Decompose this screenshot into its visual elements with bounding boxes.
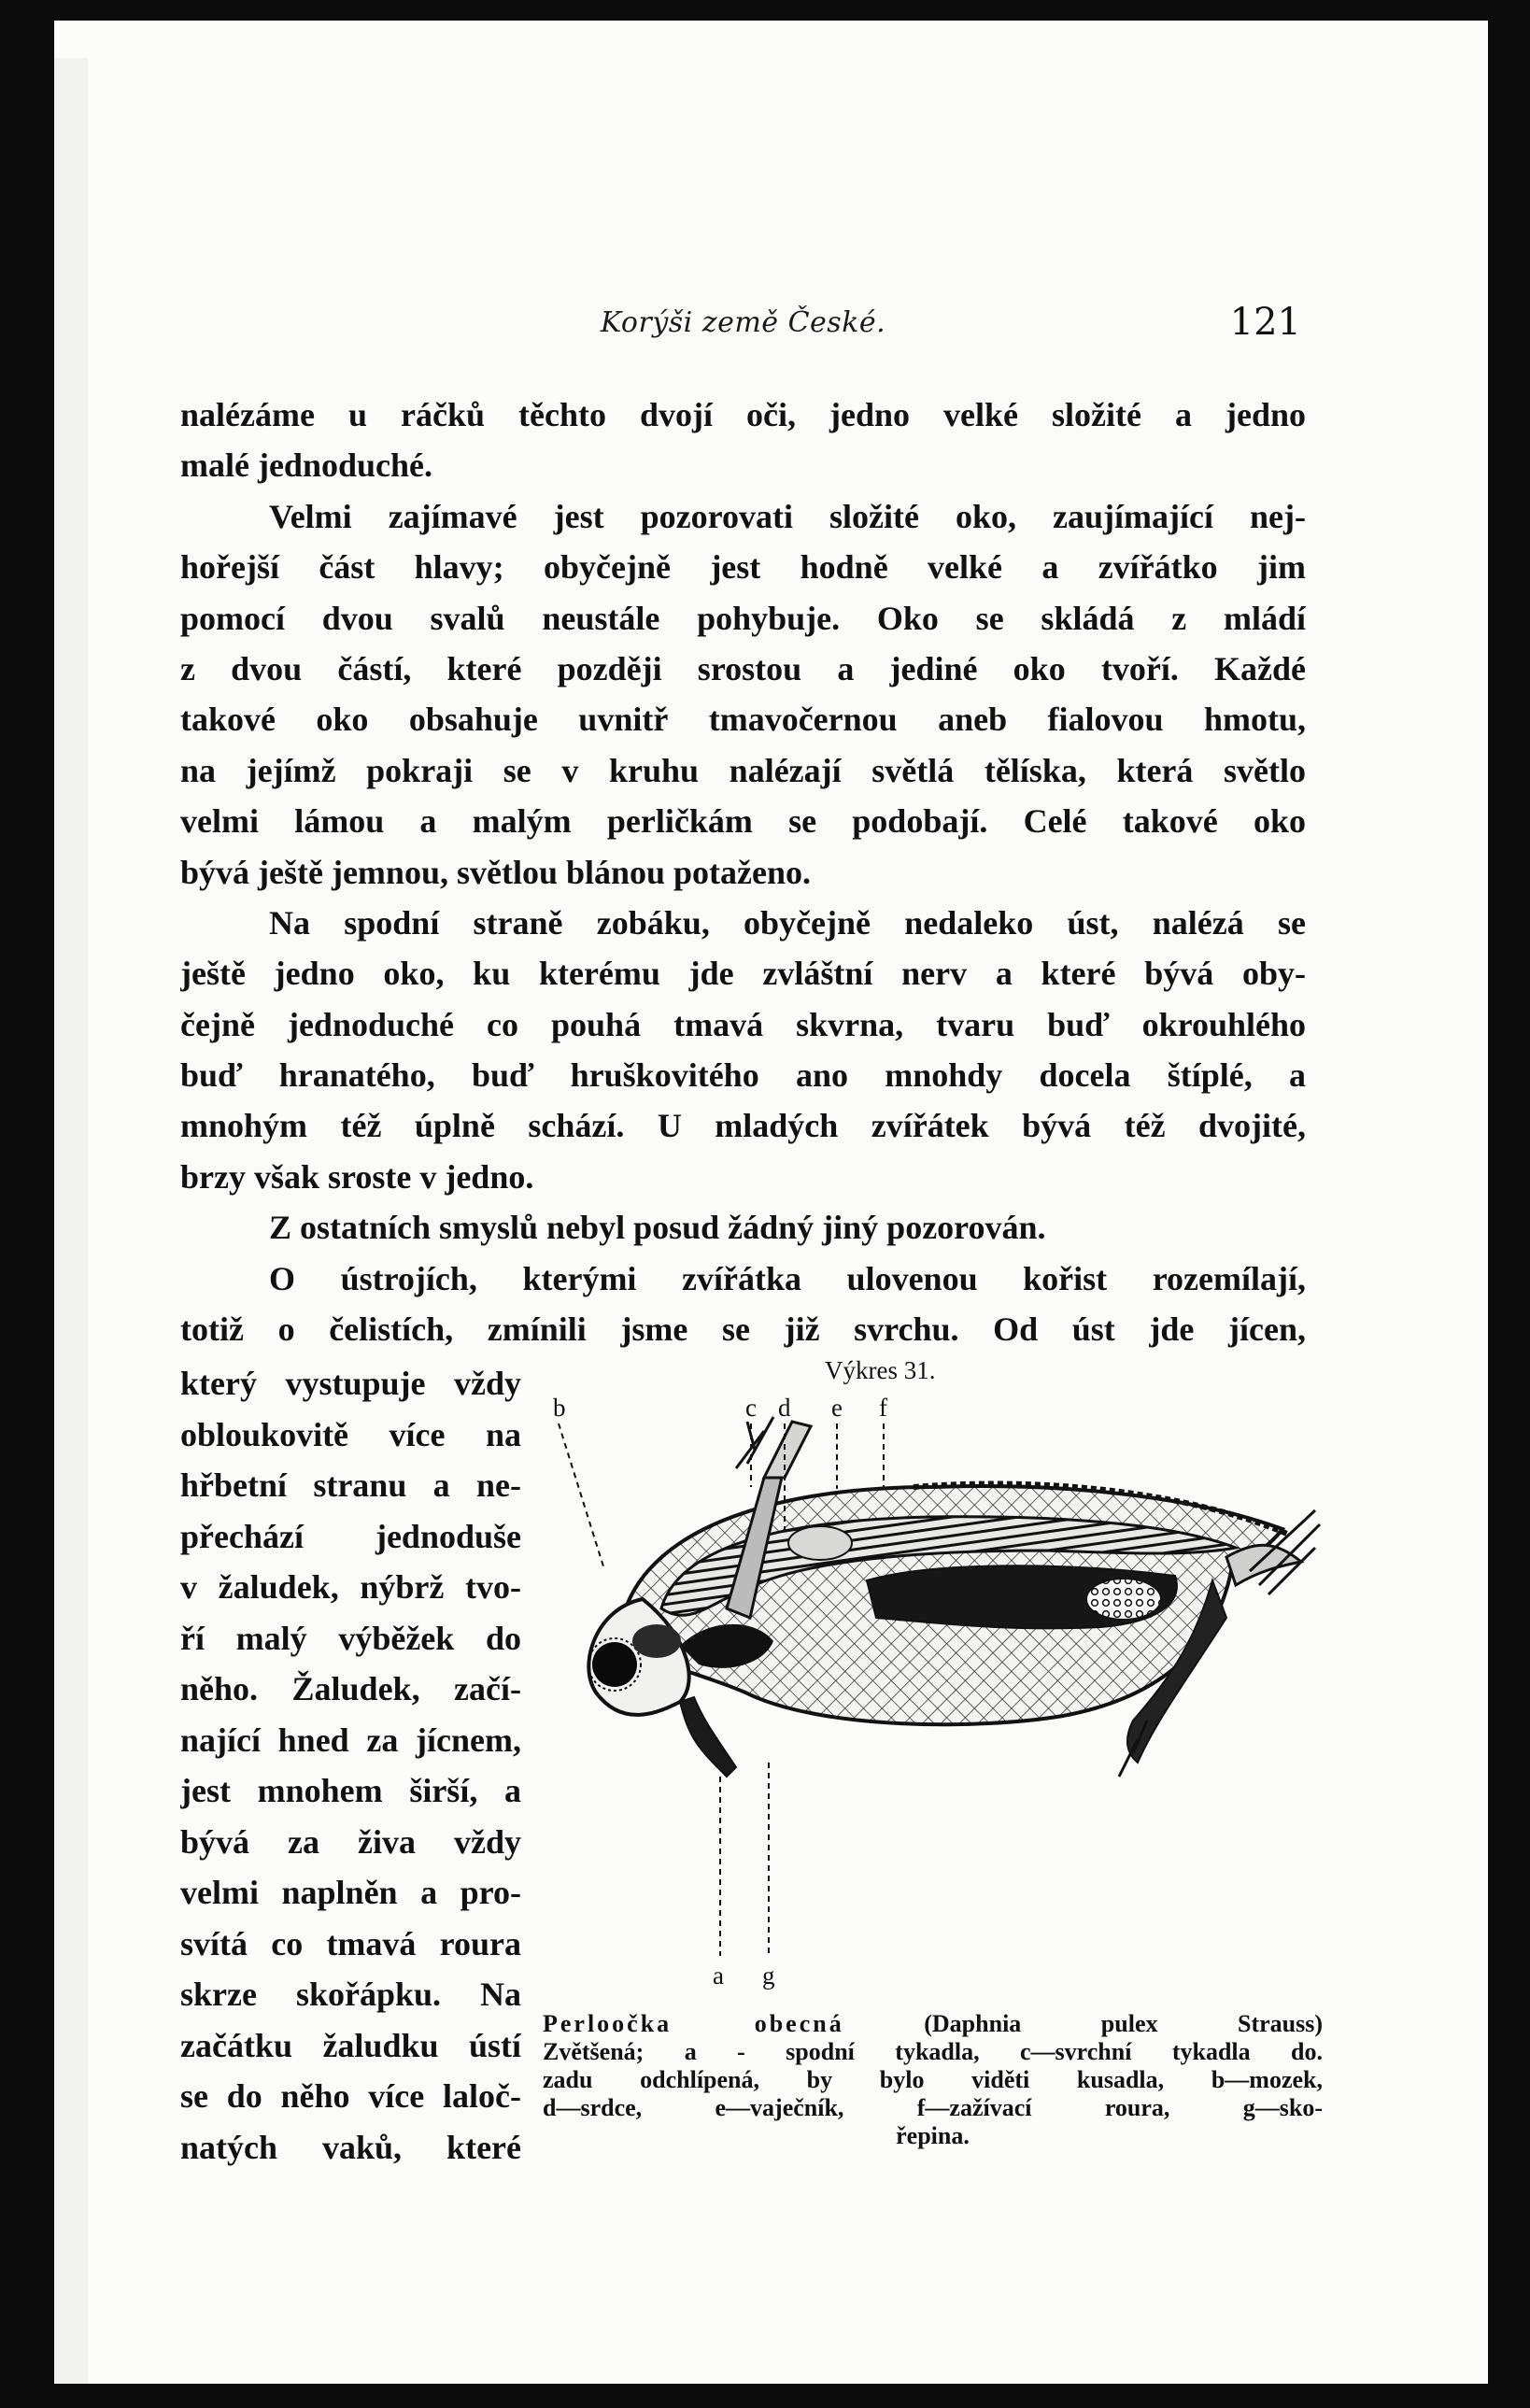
text-line: se do něho více laloč- (180, 2077, 521, 2115)
body-text (180, 390, 1306, 1354)
text-line: brzy však sroste v jedno. (180, 1157, 534, 1196)
label-a: a (713, 1962, 724, 1990)
text-line: hořejší část hlavy; obyčejně jest hodně velké a zvířátko jim (180, 548, 1306, 587)
text-line: Z ostatních smyslů nebyl posud žádný jiný pozorován. (269, 1209, 1046, 1247)
figure-caption (543, 2010, 1323, 2150)
text-line: mnohým též úplně schází. U mladých zvířátek bývá též dvojité, (180, 1107, 1306, 1145)
heart (788, 1526, 852, 1560)
text-line: bývá ještě jemnou, světlou blánou potaženo. (180, 853, 812, 891)
book-page (54, 21, 1488, 2384)
daphnia-illustration (540, 1384, 1334, 2001)
text-line: buď hranatého, buď hruškovitého ano mnohdy docela štíplé, a (180, 1056, 1306, 1095)
column-text (180, 1358, 521, 2173)
text-line: velmi naplněn a pro- (180, 1874, 521, 1911)
text-line: malé jednoduché. (180, 446, 432, 485)
text-line: svítá co tmavá roura (180, 1924, 521, 1962)
text-line: takové oko obsahuje uvnitř tmavočernou aneb fialovou hmotu, (180, 701, 1306, 739)
text-line: natých vaků, které (180, 2128, 521, 2166)
label-c: c (745, 1394, 757, 1422)
label-b: b (553, 1394, 566, 1422)
text-line: něho. Žaludek, začí- (180, 1670, 521, 1707)
caption-line: řepina. (896, 2122, 970, 2149)
caption-line: zadu odchlípená, by bylo viděti kusadla, b—mozek, (543, 2066, 1323, 2093)
text-line: velmi lámou a malým perličkám se podobají. Celé takové oko (180, 802, 1306, 841)
text-line: který vystupuje vždy (180, 1365, 521, 1402)
text-line: z dvou částí, které později srostou a jediné oko tvoří. Každé (180, 649, 1306, 687)
text-line: přechází jednoduše (180, 1517, 521, 1555)
text-line: Na spodní straně zobáku, obyčejně nedaleko úst, nalézá se (269, 903, 1306, 942)
text-line: na jejímž pokraji se v kruhu nalézají světlá tělíska, která světlo (180, 751, 1306, 789)
text-line: jest mnohem širší, a (180, 1772, 521, 1809)
text-line: O ústrojích, kterými zvířátka ulovenou kořist rozemílají, (269, 1259, 1306, 1297)
text-line: hřbetní stranu a ne- (180, 1466, 521, 1504)
text-line: nající hned za jícnem, (180, 1721, 521, 1759)
text-line: pomocí dvou svalů neustále pohybuje. Oko se skládá z mládí (180, 599, 1306, 637)
page-header (185, 301, 1301, 357)
antennula (680, 1697, 736, 1777)
page-edge (54, 58, 88, 2384)
text-line: skrze skořápku. Na (180, 1976, 521, 2013)
label-e: e (831, 1394, 843, 1422)
species-name: Perloočka obecná (543, 2010, 844, 2037)
figure-title: Výkres 31. (825, 1356, 936, 1384)
text-line: začátku žaludku ústí (180, 2026, 521, 2064)
caption-line: d—srdce, e—vaječník, f—zažívací roura, g—sko- (543, 2094, 1323, 2121)
text-line: v žaludek, nýbrž tvo- (180, 1568, 521, 1606)
label-d: d (778, 1394, 791, 1422)
running-title: Korýši země České. (600, 306, 886, 339)
caption-line: Zvětšená; a - spodní tykadla, c—svrchní tykadla do. (543, 2038, 1323, 2065)
page-number: 121 (1229, 301, 1301, 344)
text-line: čejně jednoduché co pouhá tmavá skvrna, tvaru buď okrouhlého (180, 1005, 1306, 1043)
label-g: g (762, 1962, 775, 1990)
text-line: ještě jedno oko, ku kterému jde zvláštní nerv a které bývá oby- (180, 955, 1306, 993)
compound-eye (592, 1642, 637, 1687)
text-line: Velmi zajímavé jest pozorovati složité oko, zaujímající nej- (269, 497, 1306, 535)
daphnia-drawing (540, 1384, 1334, 2001)
text-line: bývá za živa vždy (180, 1822, 521, 1861)
text-line: nalézáme u ráčků těchto dvojí oči, jedno velké složité a jedno (180, 396, 1306, 433)
text-line: totiž o čelistích, zmínili jsme se již svrchu. Od úst jde jícen, (180, 1310, 1306, 1349)
species-latin: (Daphnia pulex Strauss) (924, 2010, 1323, 2037)
text-line: ří malý výběžek do (180, 1619, 521, 1657)
caption-line (543, 2010, 1323, 2038)
text-line: obloukovitě více na (180, 1415, 521, 1453)
label-f: f (879, 1394, 887, 1422)
